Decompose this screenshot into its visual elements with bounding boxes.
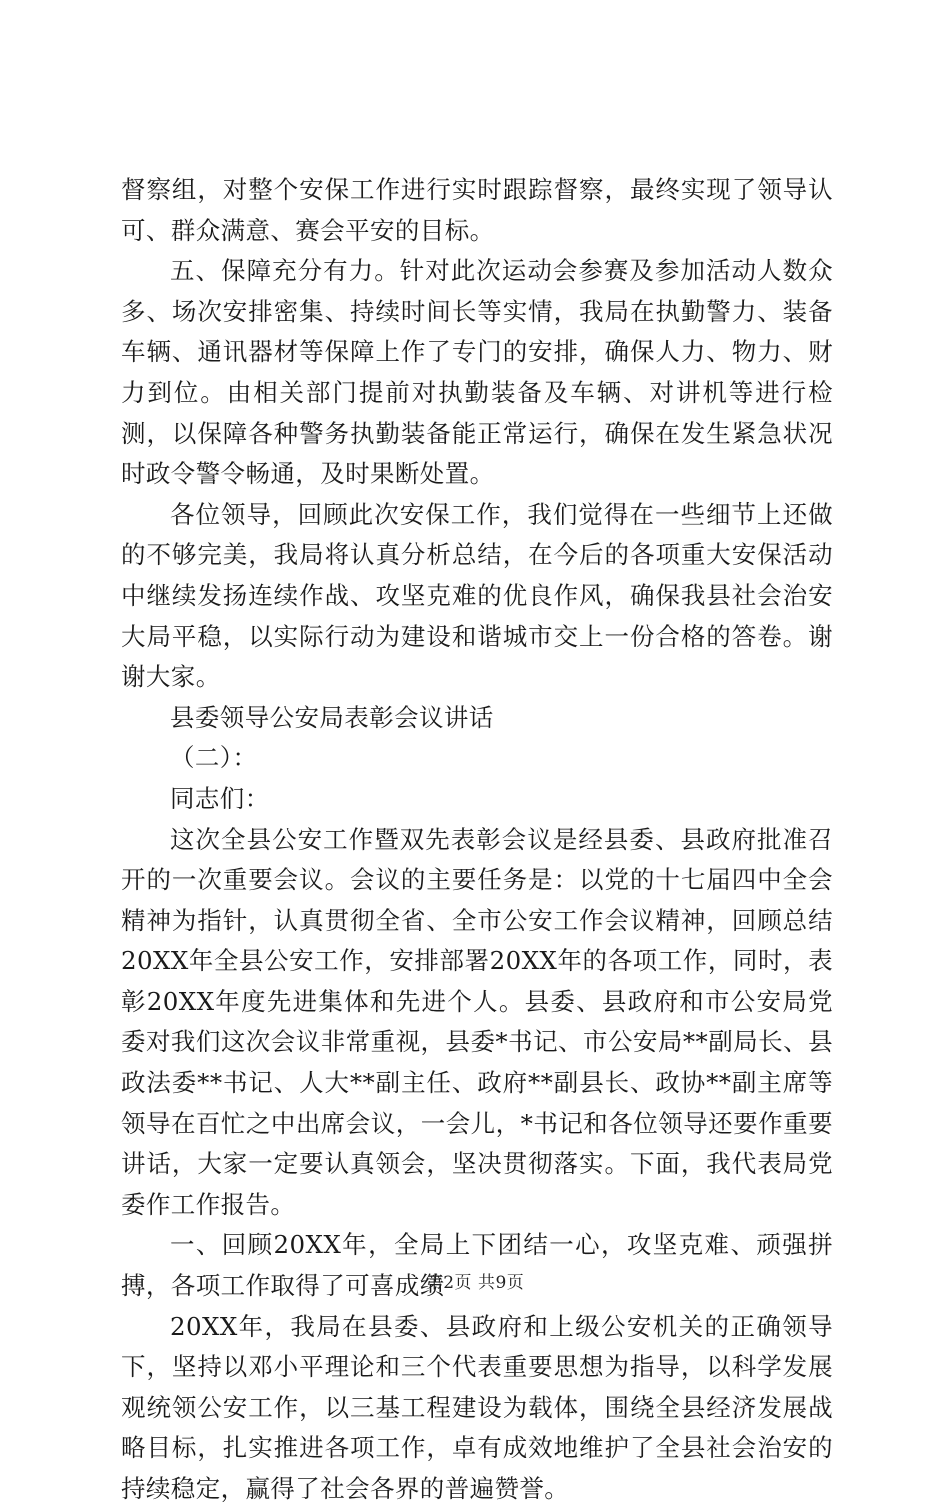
- salutation: 同志们：: [170, 783, 270, 813]
- paragraph-1: 督察组，对整个安保工作进行实时跟踪督察，最终实现了领导认可、群众满意、赛会平安的目标。: [121, 175, 833, 245]
- paragraph-4: 这次全县公安工作暨双先表彰会议是经县委、县政府批准召开的一次重要会议。会议的主要任务是：以党的十七届四中全会精神为指针，认真贯彻全省、全市公安工作会议精神，回顾总结20XX年全县公安工作，安排部署20XX年的各项工作，同时，表彰20XX年度先进集体和先进个人。县委、县政府和市公安局党委对我们这次会议非常重视，县委*书记、市公安局**副局长、县政法委**书记、人大**副主任、政府**副县长、政协**副主席等领导在百忙之中出席会议，一会儿，*书记和各位领导还要作重要讲话，大家一定要认真领会，坚决贯彻落实。下面，我代表局党委作工作报告。: [121, 824, 833, 1219]
- section-title: 县委领导公安局表彰会议讲话: [170, 702, 494, 732]
- paragraph-2: 五、保障充分有力。针对此次运动会参赛及参加活动人数众多、场次安排密集、持续时间长等实情，我局在执勤警力、装备车辆、通讯器材等保障上作了专门的安排，确保人力、物力、财力到位。由相关部门提前对执勤装备及车辆、对讲机等进行检测，以保障各种警务执勤装备能正常运行，确保在发生紧急状况时政令警令畅通，及时果断处置。: [121, 256, 833, 489]
- paragraph-5: 20XX年，我局在县委、县政府和上级公安机关的正确领导下，坚持以邓小平理论和三个代表重要思想为指导，以科学发展观统领公安工作，以三基工程建设为载体，围绕全县经济发展战略目标，扎实推进各项工作，卓有成效地维护了全县社会治安的持续稳定，赢得了社会各界的普遍赞誉。: [121, 1311, 833, 1503]
- document-body: [121, 170, 833, 1510]
- page-footer: 第2页 共9页: [425, 1273, 525, 1293]
- section-number: （二）：: [170, 743, 258, 773]
- paragraph-3: 各位领导，回顾此次安保工作，我们觉得在一些细节上还做的不够完美，我局将认真分析总结，在今后的各项重大安保活动中继续发扬连续作战、攻坚克难的优良作风，确保我县社会治安大局平稳，以实际行动为建设和谐城市交上一份合格的答卷。谢谢大家。: [121, 499, 833, 692]
- heading-one: 一、回顾20XX年，全局上下团结一心，攻坚克难、顽强拼搏，各项工作取得了可喜成绩: [121, 1230, 833, 1301]
